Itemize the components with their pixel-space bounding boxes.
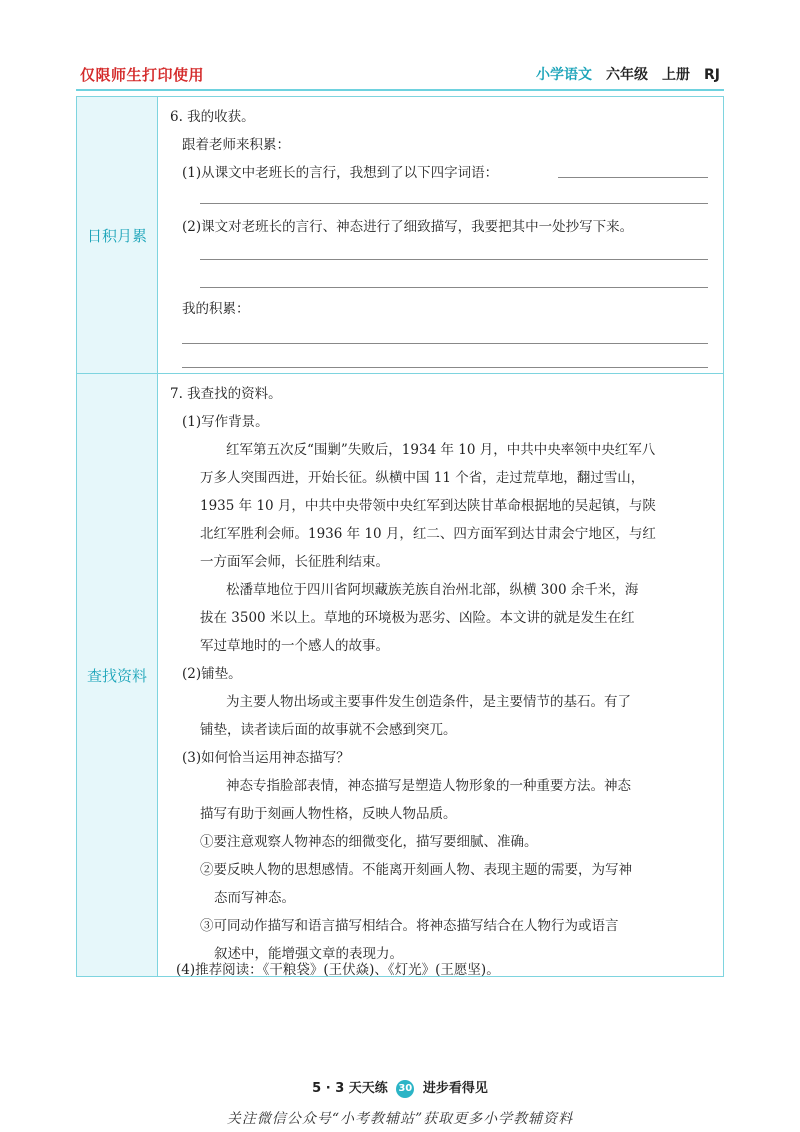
background-text-line: 万多人突围西进，开始长征。纵横中国 11 个省，走过荒草地，翻过雪山，	[200, 470, 645, 486]
footer-series: 5 · 3 天天练	[312, 1081, 388, 1096]
expression-text-line: 神态专指脸部表情，神态描写是塑造人物形象的一种重要方法。神态	[226, 778, 631, 794]
subject-label: 小学语文	[536, 67, 592, 83]
expression-text-line: 描写有助于刻画人物性格，反映人物品质。	[200, 806, 457, 822]
background-text-line: 松潘草地位于四川省阿坝藏族羌族自治州北部，纵横 300 余千米，海	[226, 582, 639, 598]
answer-line[interactable]	[558, 177, 708, 178]
header-divider	[76, 89, 724, 91]
recommended-reading: (4)推荐阅读：《干粮袋》(王伏焱)、《灯光》(王愿坚)。	[176, 962, 500, 978]
print-notice: 仅限师生打印使用	[80, 66, 205, 84]
expression-point-1: ①要注意观察人物神态的细微变化，描写要细腻、准确。	[200, 834, 538, 850]
background-text-line: 北红军胜利会师。1936 年 10 月，红二、四方面军到达甘肃会宁地区，与红	[200, 526, 656, 542]
accumulation-intro: 跟着老师来积累：	[182, 137, 290, 153]
grade-label: 六年级	[606, 67, 648, 83]
expression-heading: (3)如何恰当运用神态描写？	[182, 750, 350, 766]
side-label-accumulation: 日积月累	[77, 97, 158, 374]
section-research	[77, 374, 724, 977]
accumulation-content	[158, 97, 724, 374]
foreshadow-heading: (2)铺垫。	[182, 666, 242, 682]
day-badge: 30	[396, 1080, 414, 1098]
answer-line[interactable]	[182, 343, 708, 344]
answer-line[interactable]	[200, 203, 708, 204]
background-text-line: 红军第五次反“围剿”失败后，1934 年 10 月，中共中央率领中央红军八	[226, 442, 656, 458]
my-accumulation-label: 我的积累：	[182, 301, 250, 317]
book-info	[536, 64, 720, 84]
section-accumulation	[77, 97, 724, 374]
background-text-line: 1935 年 10 月，中共中央带领中央红军到达陕甘革命根据地的吴起镇，与陕	[200, 498, 656, 514]
expression-point-3-cont: 叙述中，能增强文章的表现力。	[214, 946, 403, 962]
expression-point-2: ②要反映人物的思想感情。不能离开刻画人物、表现主题的需要，为写神	[200, 862, 632, 878]
answer-line[interactable]	[200, 287, 708, 288]
page-footer	[0, 1077, 800, 1098]
footer-slogan: 进步看得见	[422, 1081, 488, 1096]
answer-line[interactable]	[200, 259, 708, 260]
wechat-note: 关注微信公众号“小考教辅站”获取更多小学教辅资料	[226, 1111, 574, 1127]
question-6-1: (1)从课文中老班长的言行，我想到了以下四字词语：	[182, 165, 499, 181]
answer-line[interactable]	[182, 367, 708, 368]
worksheet-table	[76, 96, 724, 977]
background-text-line: 一方面军会师，长征胜利结束。	[200, 554, 389, 570]
question-6-2: (2)课文对老班长的言行、神态进行了细致描写，我要把其中一处抄写下来。	[182, 219, 634, 235]
background-heading: (1)写作背景。	[182, 414, 269, 430]
question-6-title: 6. 我的收获。	[170, 109, 255, 125]
expression-point-2-cont: 态而写神态。	[214, 890, 295, 906]
research-content	[158, 374, 724, 977]
expression-point-3: ③可同动作描写和语言描写相结合。将神态描写结合在人物行为或语言	[200, 918, 619, 934]
question-7-title: 7. 我查找的资料。	[170, 386, 282, 402]
edition-label: RJ	[704, 67, 720, 83]
volume-label: 上册	[662, 67, 690, 83]
foreshadow-text-line: 铺垫，读者读后面的故事就不会感到突兀。	[200, 722, 457, 738]
background-text-line: 军过草地时的一个感人的故事。	[200, 638, 389, 654]
background-text-line: 拔在 3500 米以上。草地的环境极为恶劣、凶险。本文讲的就是发生在红	[200, 610, 635, 626]
side-label-research: 查找资料	[77, 374, 158, 977]
foreshadow-text-line: 为主要人物出场或主要事件发生创造条件，是主要情节的基石。有了	[226, 694, 631, 710]
